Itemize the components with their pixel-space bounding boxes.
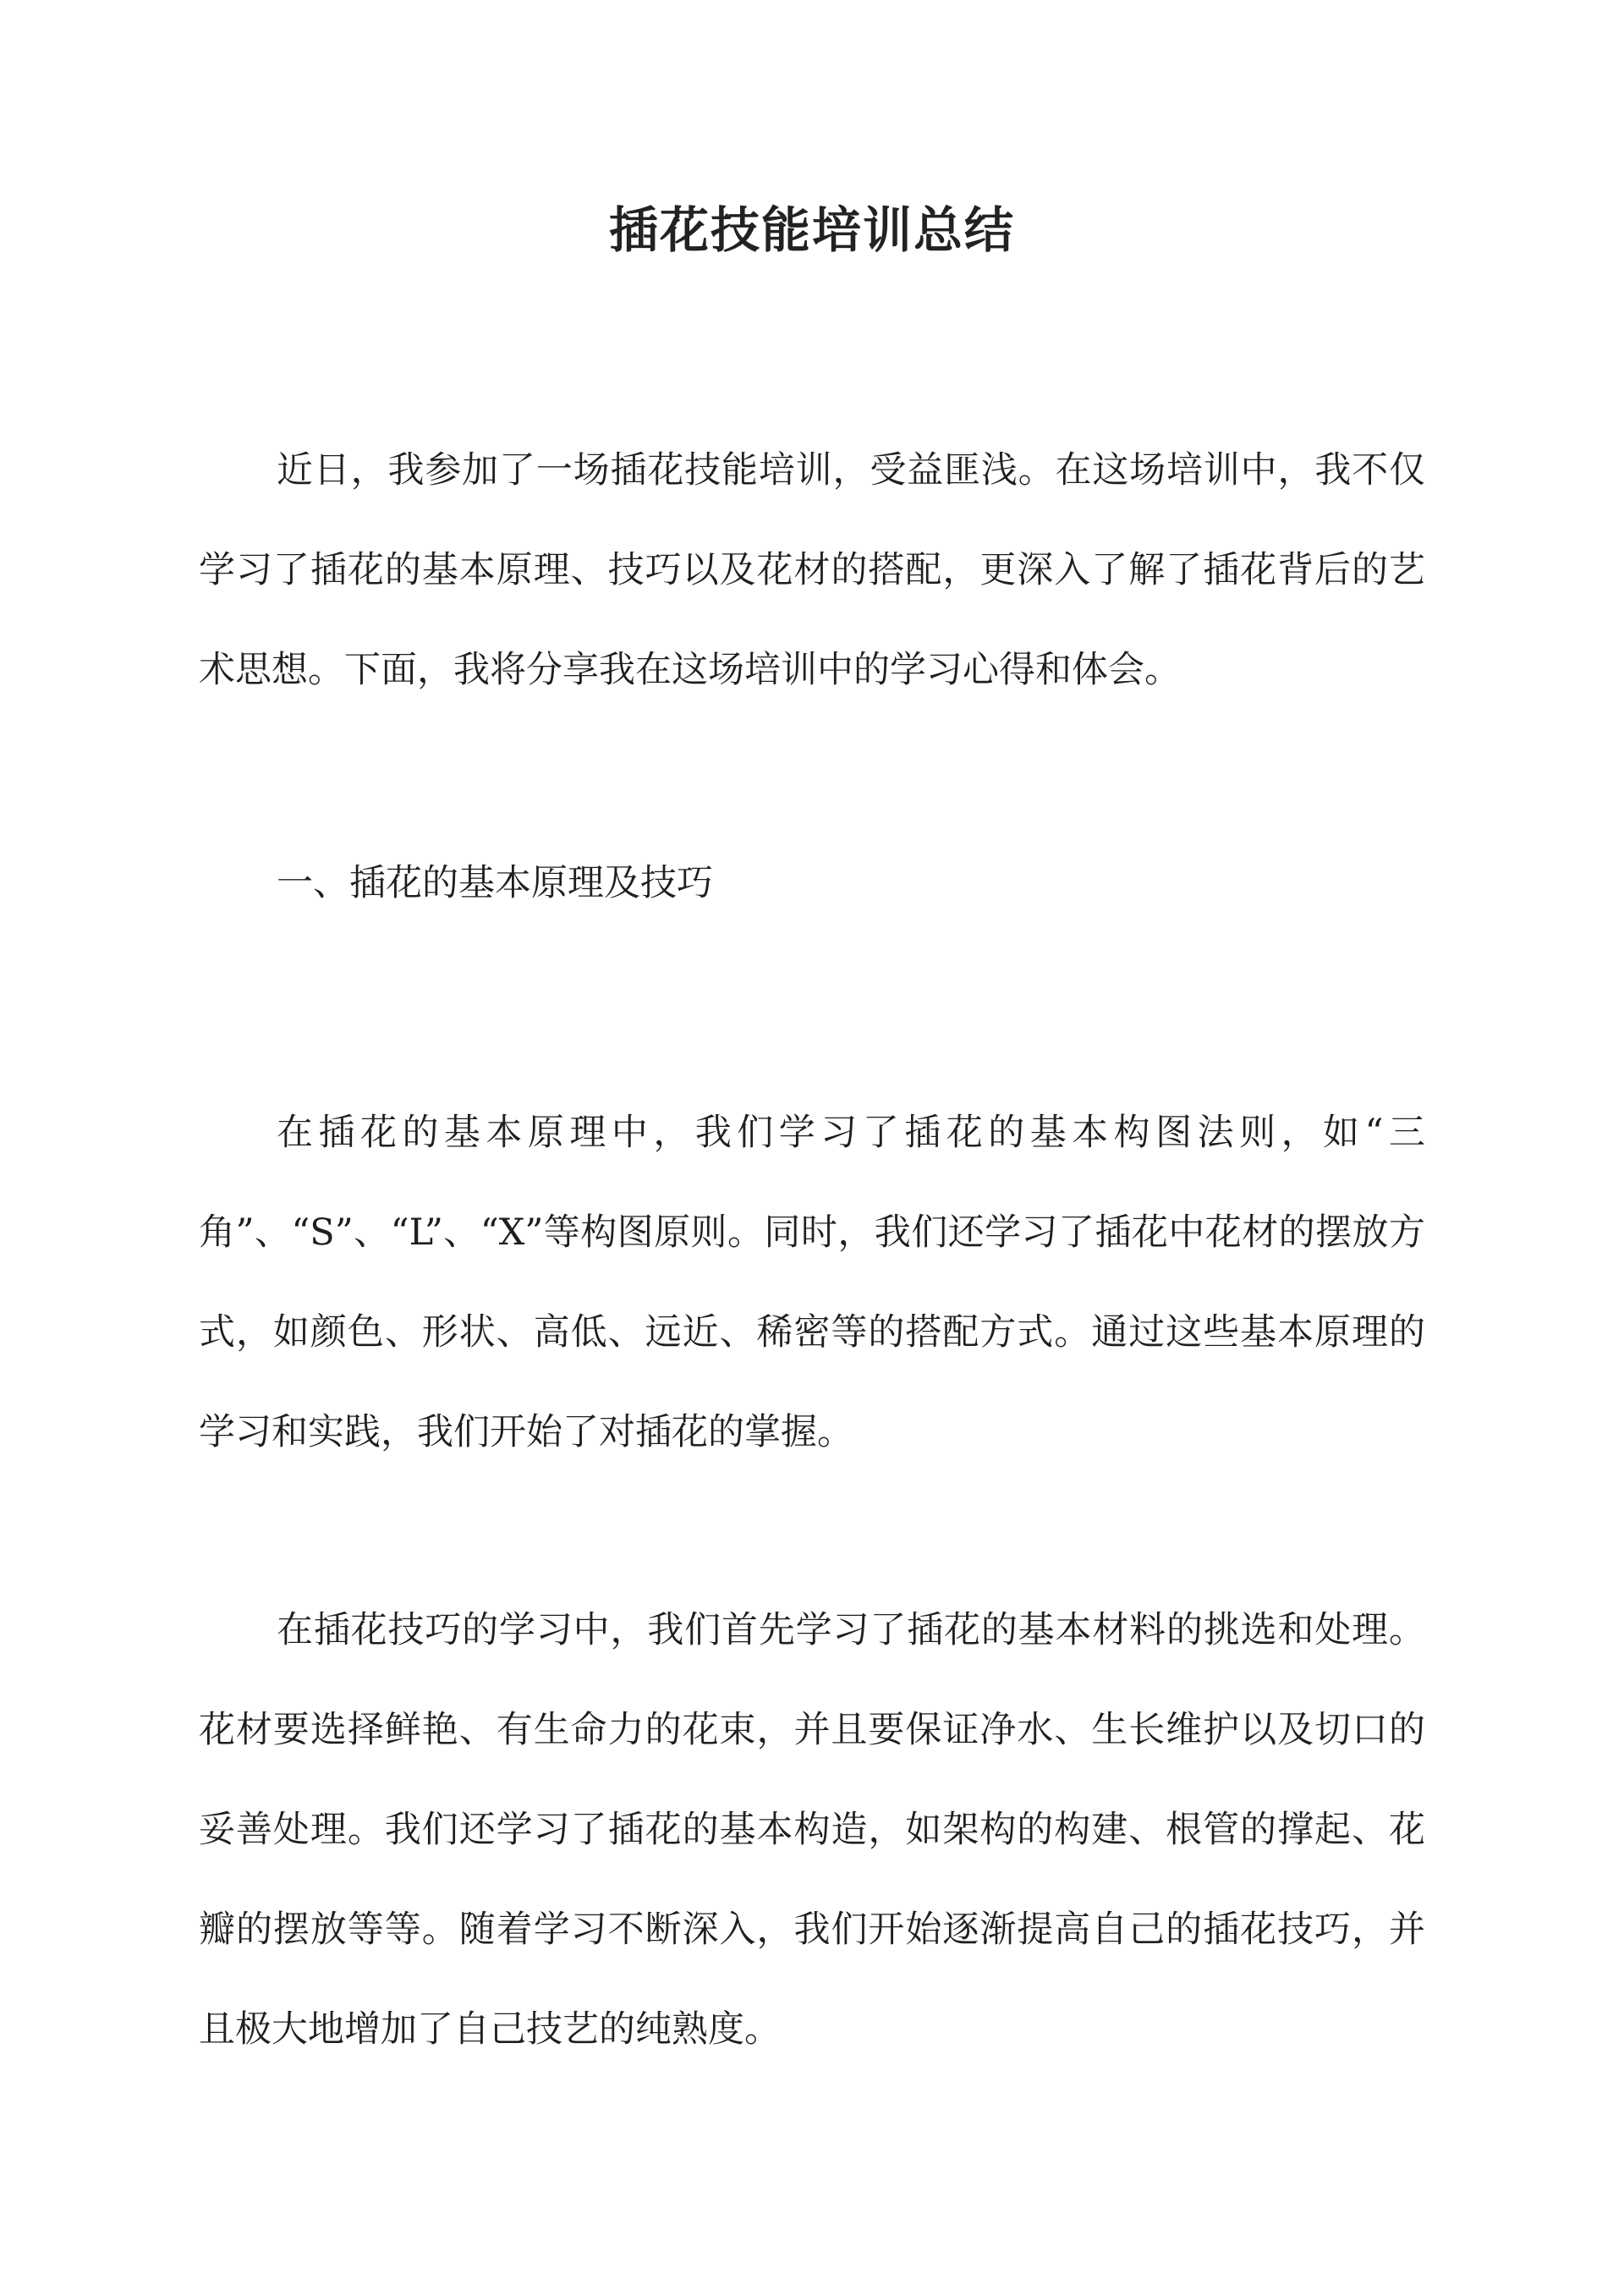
paragraph-principles: 在插花的基本原理中，我们学习了插花的基本构图法则，如“三角”、“S”、“L”、“X”等构图原则。同时，我们还学习了插花中花材的摆放方式，如颜色、形状、高低、远近、稀密等的搭配方式。通过这些基本原理的学习和实践，我们开始了对插花的掌握。 (199, 1112, 1425, 1453)
paragraph-intro: 近日，我参加了一场插花技能培训，受益匪浅。在这场培训中，我不仅学习了插花的基本原理、技巧以及花材的搭配，更深入了解了插花背后的艺术思想。下面，我将分享我在这场培训中的学习心得和体会。 (199, 449, 1425, 691)
document-title: 插花技能培训总结 (608, 201, 1015, 259)
paragraph-techniques: 在插花技巧的学习中，我们首先学习了插花的基本材料的挑选和处理。花材要选择鲜艳、有生命力的花束，并且要保证净水、生长维护以及切口的妥善处理。我们还学习了插花的基本构造，如架构的构建、根管的撑起、花瓣的摆放等等。随着学习不断深入，我们开始逐渐提高自己的插花技巧，并且极大地增加了自己技艺的纯熟度。 (199, 1609, 1425, 2051)
section-heading: 一、插花的基本原理及技巧 (277, 862, 713, 904)
